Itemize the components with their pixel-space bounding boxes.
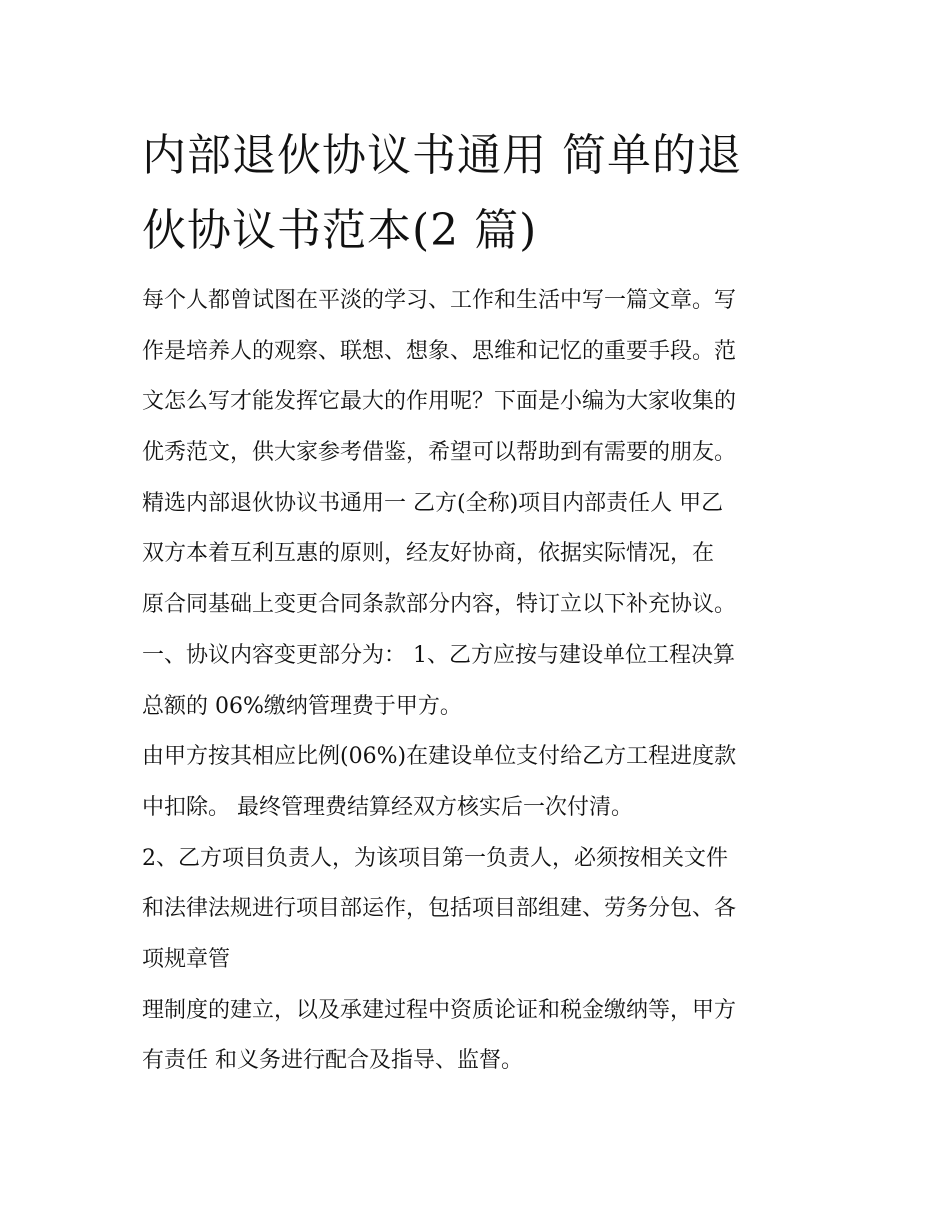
body-line: 中扣除。 最终管理费结算经双方核实后一次付清。	[142, 794, 633, 820]
body-line: 由甲方按其相应比例(06%)在建设单位支付给乙方工程进度款	[142, 744, 737, 770]
body-line: 作是培养人的观察、联想、想象、思维和记忆的重要手段。范	[142, 338, 737, 364]
body-line: 每个人都曾试图在平淡的学习、工作和生活中写一篇文章。写	[142, 288, 737, 313]
body-line: 双方本着互利互惠的原则，经友好协商，依据实际情况，在	[142, 541, 715, 567]
body-line: 精选内部退伙协议书通用一 乙方(全称)项目内部责任人 甲乙	[142, 490, 724, 516]
title-line: 内部退伙协议书通用 简单的退	[142, 130, 742, 181]
body-line: 和法律法规进行项目部运作，包括项目部组建、劳务分包、各	[142, 896, 737, 922]
title-line: 伙协议书范本(2 篇)	[142, 205, 538, 256]
body-line: 优秀范文，供大家参考借鉴，希望可以帮助到有需要的朋友。	[142, 440, 737, 466]
body-line: 2、乙方项目负责人，为该项目第一负责人，必须按相关文件	[142, 845, 728, 871]
body-line: 总额的 06%缴纳管理费于甲方。	[142, 693, 462, 719]
body-line: 项规章管	[142, 946, 231, 972]
body-line: 原合同基础上变更合同条款部分内容，特订立以下补充协议。	[142, 592, 737, 618]
body-line: 理制度的建立，以及承建过程中资质论证和税金缴纳等，甲方	[142, 997, 737, 1023]
document-body	[142, 276, 822, 1087]
document-title	[142, 118, 822, 268]
body-line: 文怎么写才能发挥它最大的作用呢？下面是小编为大家收集的	[142, 389, 737, 415]
body-line: 一、协议内容变更部分为： 1、乙方应按与建设单位工程决算	[142, 642, 735, 668]
body-line: 有责任 和义务进行配合及指导、监督。	[142, 1048, 523, 1074]
